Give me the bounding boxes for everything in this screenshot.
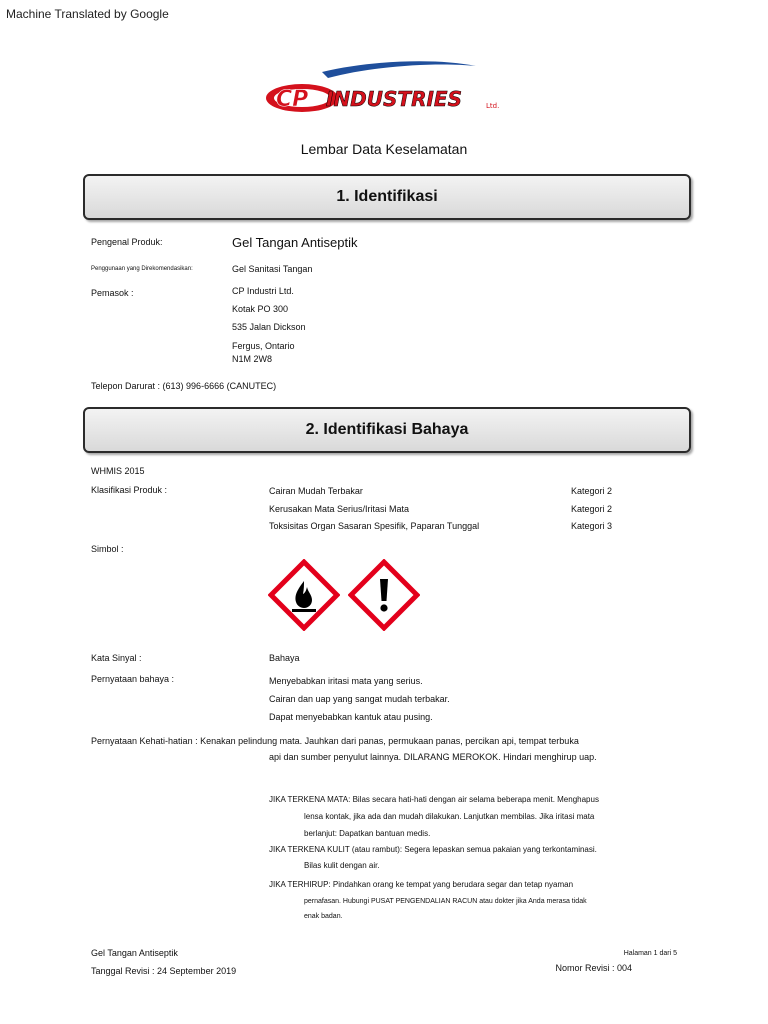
first-aid-skin: JIKA TERKENA KULIT (atau rambut): Segera lepaskan semua pakaian yang terkontaminasi. — [269, 845, 597, 854]
exclamation-icon — [348, 559, 420, 631]
supplier-line: Fergus, Ontario — [232, 341, 295, 351]
signal-word-value: Bahaya — [269, 653, 300, 663]
supplier-line: N1M 2W8 — [232, 354, 273, 364]
supplier-line: Kotak PO 300 — [232, 304, 289, 314]
recommended-use-label: Penggunaan yang Direkomendasikan: — [91, 266, 193, 272]
supplier-label: Pemasok : — [91, 288, 134, 298]
whmis-label: WHMIS 2015 — [91, 466, 145, 476]
section-2-title: 2. Identifikasi Bahaya — [305, 421, 469, 438]
machine-translated-label: Machine Translated by Google — [6, 7, 169, 21]
classification-hazard: Toksisitas Organ Sasaran Spesifik, Paparan Tunggal — [269, 521, 480, 531]
footer-product: Gel Tangan Antiseptik — [91, 948, 178, 958]
classification-label: Klasifikasi Produk : — [91, 485, 168, 495]
first-aid-inhale-cont: pernafasan. Hubungi PUSAT PENGENDALIAN RACUN atau dokter jika Anda merasa tidak — [304, 898, 587, 905]
cp-industries-logo — [262, 58, 504, 116]
first-aid-eye-cont: berlanjut: Dapatkan bantuan medis. — [304, 829, 431, 838]
classification-category: Kategori 3 — [571, 521, 613, 531]
signal-word-label: Kata Sinyal : — [91, 653, 142, 663]
symbol-label: Simbol : — [91, 544, 124, 554]
product-id-label: Pengenal Produk: — [91, 237, 163, 247]
footer-revision-number: Nomor Revisi : 004 — [555, 963, 632, 973]
document-title: Lembar Data Keselamatan — [300, 141, 468, 157]
classification-hazard: Cairan Mudah Terbakar — [269, 486, 363, 496]
footer-revision-date: Tanggal Revisi : 24 September 2019 — [91, 966, 237, 976]
first-aid-eye-cont: lensa kontak, jika ada dan mudah dilakukan. Lanjutkan membilas. Jika iritasi mata — [304, 812, 595, 821]
footer-page-number: Halaman 1 dari 5 — [623, 950, 677, 957]
section-2-header — [83, 407, 691, 453]
logo-brand-text: INDUSTRIES — [326, 87, 462, 111]
svg-text:CP: CP — [276, 87, 309, 112]
classification-category: Kategori 2 — [571, 486, 613, 496]
logo-ltd-text: Ltd. — [486, 102, 500, 110]
emergency-phone: Telepon Darurat : (613) 996-6666 (CANUTEC) — [91, 381, 277, 391]
first-aid-skin-cont: Bilas kulit dengan air. — [304, 861, 380, 870]
first-aid-inhale: JIKA TERHIRUP: Pindahkan orang ke tempat yang berudara segar dan tetap nyaman — [269, 880, 574, 889]
section-1-title: 1. Identifikasi — [336, 188, 438, 205]
supplier-line: CP Industri Ltd. — [232, 286, 294, 296]
flame-icon — [268, 559, 340, 631]
classification-category: Kategori 2 — [571, 504, 613, 514]
precaution-statement-cont: api dan sumber penyulut lainnya. DILARANG MEROKOK. Hindari menghirup uap. — [269, 752, 597, 762]
hazard-statement-label: Pernyataan bahaya : — [91, 674, 175, 684]
classification-hazard: Kerusakan Mata Serius/Iritasi Mata — [269, 504, 410, 514]
first-aid-eye: JIKA TERKENA MATA: Bilas secara hati-hati dengan air selama beberapa menit. Menghapus — [269, 795, 599, 804]
hazard-statement: Cairan dan uap yang sangat mudah terbakar. — [269, 694, 450, 704]
hazard-statement: Menyebabkan iritasi mata yang serius. — [269, 676, 423, 686]
section-1-header — [83, 174, 691, 220]
recommended-use-value: Gel Sanitasi Tangan — [232, 264, 313, 274]
precaution-statement: Pernyataan Kehati-hatian : Kenakan pelindung mata. Jauhkan dari panas, permukaan panas, percikan api, tempat terbuka — [91, 736, 579, 746]
hazard-statement: Dapat menyebabkan kantuk atau pusing. — [269, 712, 433, 722]
product-id-value: Gel Tangan Antiseptik — [232, 235, 358, 250]
supplier-line: 535 Jalan Dickson — [232, 322, 306, 332]
first-aid-inhale-cont: enak badan. — [304, 913, 343, 920]
